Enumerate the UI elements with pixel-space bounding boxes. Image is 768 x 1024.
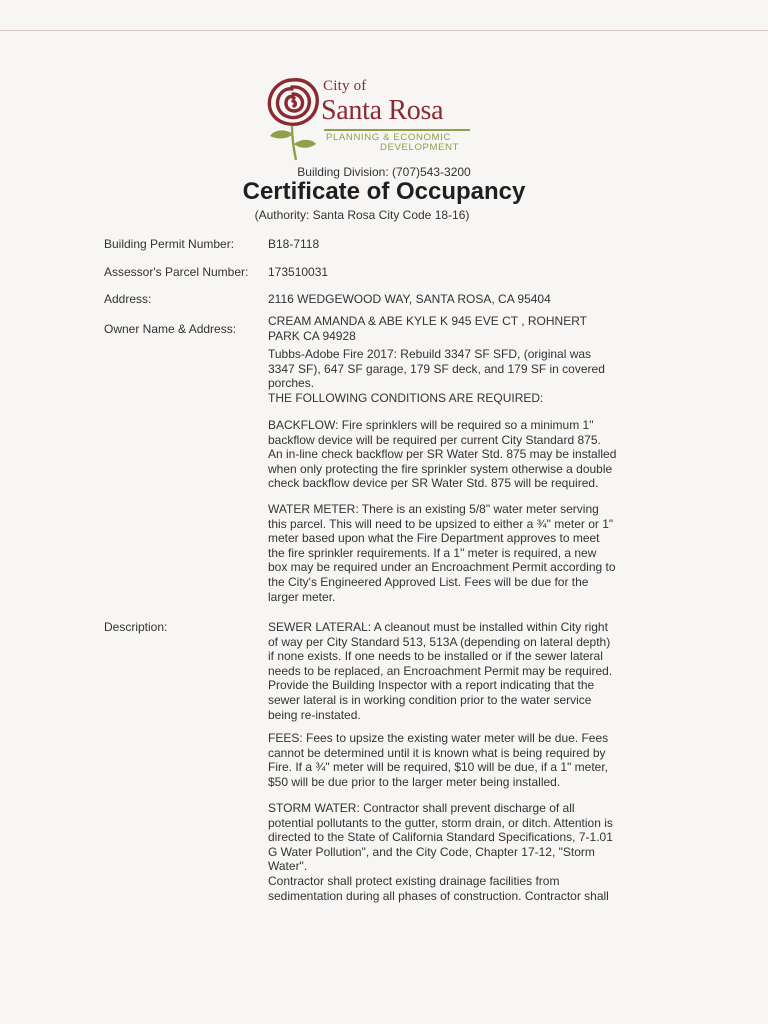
authority-line: (Authority: Santa Rosa City Code 18-16) <box>254 208 470 222</box>
page-top-rule <box>0 30 768 31</box>
logo-department-line2: DEVELOPMENT <box>380 142 460 153</box>
address-label: Address: <box>104 292 152 306</box>
parcel-number-label: Assessor's Parcel Number: <box>104 265 249 279</box>
owner-value: CREAM AMANDA & ABE KYLE K 945 EVE CT , ROHNERT PARK CA 94928 <box>268 314 587 343</box>
permit-number-value: B18-7118 <box>268 237 320 251</box>
document-title: Certificate of Occupancy <box>242 178 526 205</box>
building-division-phone: Building Division: (707)543-3200 <box>297 165 471 179</box>
backflow-condition: BACKFLOW: Fire sprinklers will be required so a minimum 1" backflow device will be required per current City Standard 875. An in-line check backflow per SR Water Std. 875 may be installed when only protecting the fire sprinkler system otherwise a double check backflow device per SR Water Std. 875 will be required. <box>268 418 617 491</box>
logo-city-name: Santa Rosa <box>321 95 444 126</box>
parcel-number-value: 173510031 <box>268 265 329 279</box>
sewer-lateral-condition: SEWER LATERAL: A cleanout must be installed within City right of way per City Standard 513, 513A (depending on lateral depth) if none exists. If one needs to be installed or if the sewer lateral needs to be replaced, an Encroachment Permit may be required. Provide the Building Inspector with a report indicating that the sewer lateral is in working condition prior to the water service being re-instated. <box>268 620 613 722</box>
storm-water-condition: STORM WATER: Contractor shall prevent discharge of all potential pollutants to the gutter, storm drain, or ditch. Attention is directed to the State of California Standard Specifications, 7-1.01 G Water Pollution", and the City Code, Chapter 17-12, "Storm Water". Contractor shall protect existing drainage facilities from sedimentation during all phases of construction. Contractor shall <box>268 801 613 903</box>
water-meter-condition: WATER METER: There is an existing 5/8" water meter serving this parcel. This will need to be upsized to either a ¾" meter or 1" meter based upon what the Fire Department approves to meet the fire sprinkler requirements. If a 1" meter is required, a new box may be required under an Encroachment Permit according to the City's Engineered Approved List. Fees will be due for the larger meter. <box>268 502 616 604</box>
rose-icon <box>262 72 324 164</box>
fees-condition: FEES: Fees to upsize the existing water meter will be due. Fees cannot be determined until it is known what is being required by Fire. If a ¾" meter will be required, $10 will be due, if a 1" meter, $50 will be due prior to the larger meter being installed. <box>268 731 609 789</box>
owner-label: Owner Name & Address: <box>104 322 237 336</box>
permit-number-label: Building Permit Number: <box>104 237 235 251</box>
logo-divider <box>324 129 470 131</box>
description-label: Description: <box>104 620 168 634</box>
address-value: 2116 WEDGEWOOD WAY, SANTA ROSA, CA 95404 <box>268 292 551 306</box>
city-logo <box>262 72 472 164</box>
description-intro: Tubbs-Adobe Fire 2017: Rebuild 3347 SF SFD, (original was 3347 SF), 647 SF garage, 179 SF deck, and 179 SF in covered porches. THE FOLLOWING CONDITIONS ARE REQUIRED: <box>268 347 605 405</box>
logo-department-line1: PLANNING & ECONOMIC <box>326 132 451 143</box>
logo-city-of: City of <box>323 78 367 94</box>
